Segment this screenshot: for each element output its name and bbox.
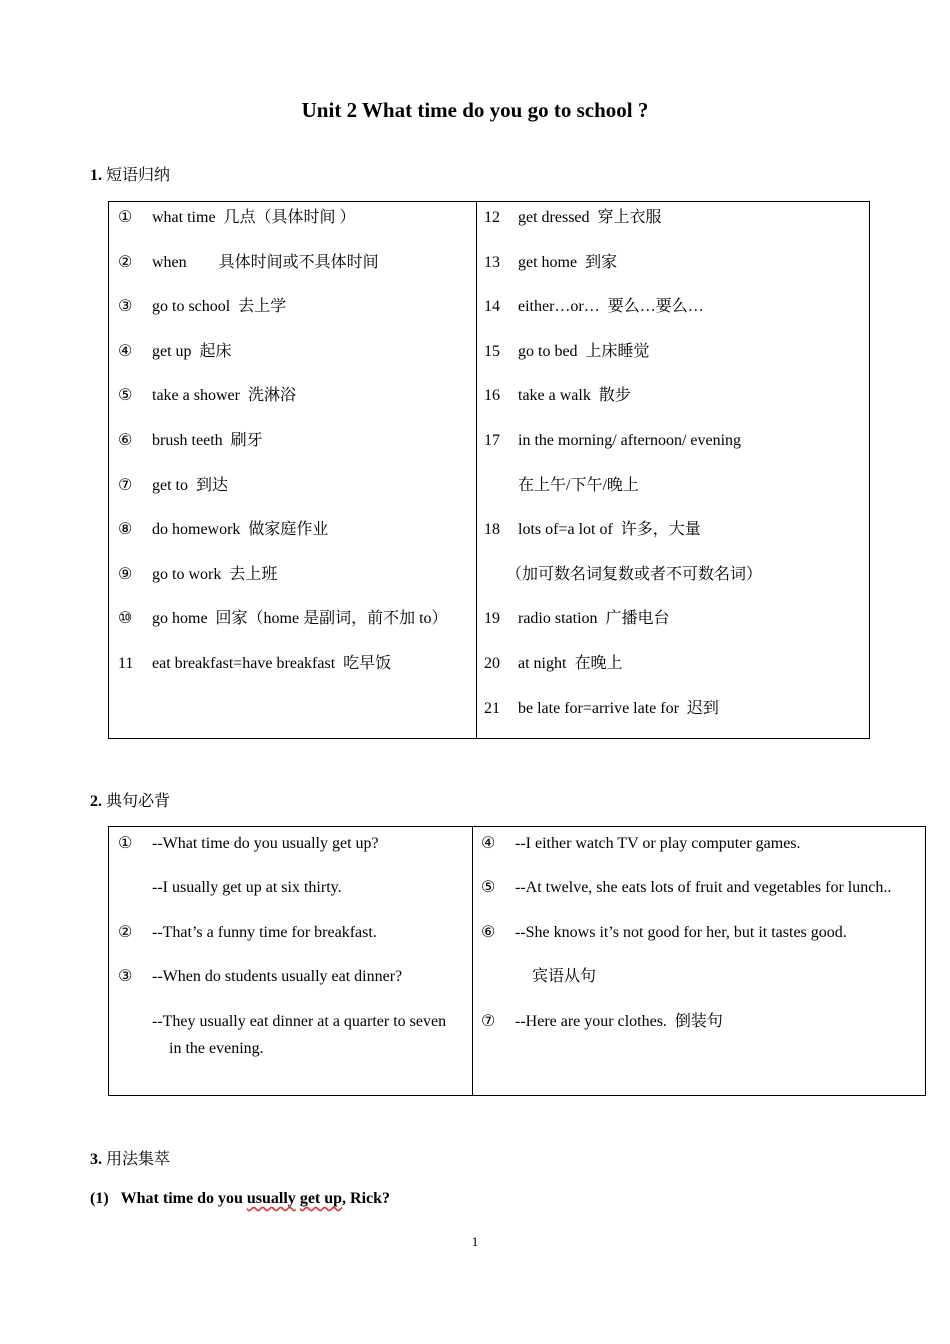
page-number: 1 — [471, 1234, 479, 1249]
phrase-right-item-number: 21 — [484, 699, 500, 717]
phrase-right-item-number: 18 — [484, 521, 500, 539]
phrase-left-item-number: ① — [118, 209, 133, 226]
phrase-right-item-text: be late for=arrive late for 迟到 — [518, 699, 719, 717]
phrase-left-item-text: go home 回家（home 是副词，前不加 to） — [152, 610, 448, 628]
phrase-left-item-number: ④ — [118, 342, 133, 360]
sentence-right-item-text: --At twelve, she eats lots of fruit and vegetables for lunch.. — [515, 879, 892, 896]
phrase-right-item-text: at night 在晚上 — [518, 655, 623, 672]
question-1-text-start: What time do you — [120, 1190, 247, 1207]
section-3-label: 用法集萃 — [106, 1151, 171, 1168]
phrase-right-item-text: （加可数名词复数或者不可数名词） — [506, 565, 763, 583]
sentence-left-item-number: ① — [118, 835, 133, 852]
sentence-left-item-number: ③ — [118, 968, 133, 985]
phrase-left-item-number: ⑤ — [118, 387, 133, 405]
section-2-heading — [90, 788, 170, 811]
section-3-heading — [90, 1146, 170, 1169]
sentence-right-item-number: ⑦ — [481, 1013, 496, 1030]
phrase-right-item-text: either…or… 要么…要么… — [518, 298, 704, 316]
phrase-left-item-number: 11 — [118, 655, 134, 672]
sentence-left-item-text: --What time do you usually get up? — [152, 835, 379, 852]
phrase-left-item-number: ② — [118, 253, 133, 271]
phrase-left-item-text: when 具体时间或不具体时间 — [152, 253, 379, 271]
phrase-table — [108, 201, 870, 739]
section-2-label: 典句必背 — [106, 793, 171, 810]
phrase-right-item-number: 16 — [484, 387, 500, 405]
question-1-text-end: , Rick? — [342, 1190, 391, 1207]
phrase-right-item-text: lots of=a lot of 许多，大量 — [518, 521, 701, 539]
phrase-left-item-text: brush teeth 刷牙 — [152, 432, 263, 449]
phrase-left-item-number: ⑧ — [118, 521, 133, 539]
sentence-left-item-text: --They usually eat dinner at a quarter to seven — [152, 1013, 447, 1030]
phrase-left-item-text: get up 起床 — [152, 342, 232, 360]
sentence-table-divider — [472, 827, 473, 1095]
sentence-right-item-text: 宾语从句 — [532, 968, 597, 985]
sentence-right-item-number: ⑤ — [481, 879, 496, 896]
phrase-right-item-text: radio station 广播电台 — [518, 610, 670, 628]
sentence-left-item-text: --That’s a funny time for breakfast. — [152, 924, 377, 941]
phrase-right-item-number: 17 — [484, 432, 500, 449]
sentence-left-item-text: --When do students usually eat dinner? — [152, 968, 403, 985]
sentence-left-item-text: in the evening. — [169, 1040, 264, 1057]
phrase-left-item-text: do homework 做家庭作业 — [152, 521, 329, 539]
phrase-left-item-text: what time 几点（具体时间 ） — [152, 209, 356, 226]
phrase-left-item-number: ⑥ — [118, 432, 133, 449]
phrase-right-item-text: get dressed 穿上衣服 — [518, 209, 662, 226]
phrase-table-divider — [476, 202, 477, 738]
section-1-number: 1. — [90, 167, 102, 184]
phrase-left-item-text: go to school 去上学 — [152, 298, 287, 316]
sentence-right-item-text: --I either watch TV or play computer games. — [515, 835, 801, 852]
phrase-right-item-text: take a walk 散步 — [518, 387, 631, 405]
phrase-right-item-number: 14 — [484, 298, 500, 316]
phrase-left-item-number: ⑦ — [118, 476, 133, 494]
question-1-underlined-get-up: get up — [299, 1190, 343, 1207]
sentence-right-item-text: --She knows it’s not good for her, but it tastes good. — [515, 924, 847, 941]
phrase-left-item-number: ③ — [118, 298, 133, 316]
phrase-left-item-number: ⑨ — [118, 565, 133, 583]
section-2-number: 2. — [90, 793, 102, 810]
phrase-left-item-text: go to work 去上班 — [152, 565, 278, 583]
phrase-right-item-number: 20 — [484, 655, 500, 672]
phrase-left-item-number: ⑩ — [118, 610, 133, 628]
phrase-right-item-number: 12 — [484, 209, 500, 226]
section-1-heading — [90, 162, 170, 185]
phrase-right-item-number: 13 — [484, 253, 500, 271]
phrase-right-item-text: get home 到家 — [518, 253, 618, 271]
phrase-right-item-text: 在上午/下午/晚上 — [518, 476, 639, 494]
sentence-right-item-text: --Here are your clothes. 倒装句 — [515, 1013, 723, 1030]
question-1 — [90, 1190, 390, 1208]
section-1-label: 短语归纳 — [106, 167, 171, 184]
sentence-left-item-number: ② — [118, 924, 133, 941]
phrase-right-item-text: in the morning/ afternoon/ evening — [518, 432, 742, 449]
phrase-left-item-text: get to 到达 — [152, 476, 228, 494]
sentence-left-item-text: --I usually get up at six thirty. — [152, 879, 342, 896]
phrase-right-item-number: 15 — [484, 342, 500, 360]
sentence-table — [108, 826, 926, 1096]
sentence-right-item-number: ④ — [481, 835, 496, 852]
phrase-right-item-text: go to bed 上床睡觉 — [518, 342, 650, 360]
phrase-left-item-text: take a shower 洗淋浴 — [152, 387, 296, 405]
question-1-number: (1) — [90, 1190, 109, 1207]
page-title: Unit 2 What time do you go to school ? — [301, 98, 649, 122]
phrase-left-item-text: eat breakfast=have breakfast 吃早饭 — [152, 655, 392, 672]
sentence-right-item-number: ⑥ — [481, 924, 496, 941]
question-1-underlined-usually: usually — [246, 1190, 296, 1207]
phrase-right-item-number: 19 — [484, 610, 500, 628]
section-3-number: 3. — [90, 1151, 102, 1168]
